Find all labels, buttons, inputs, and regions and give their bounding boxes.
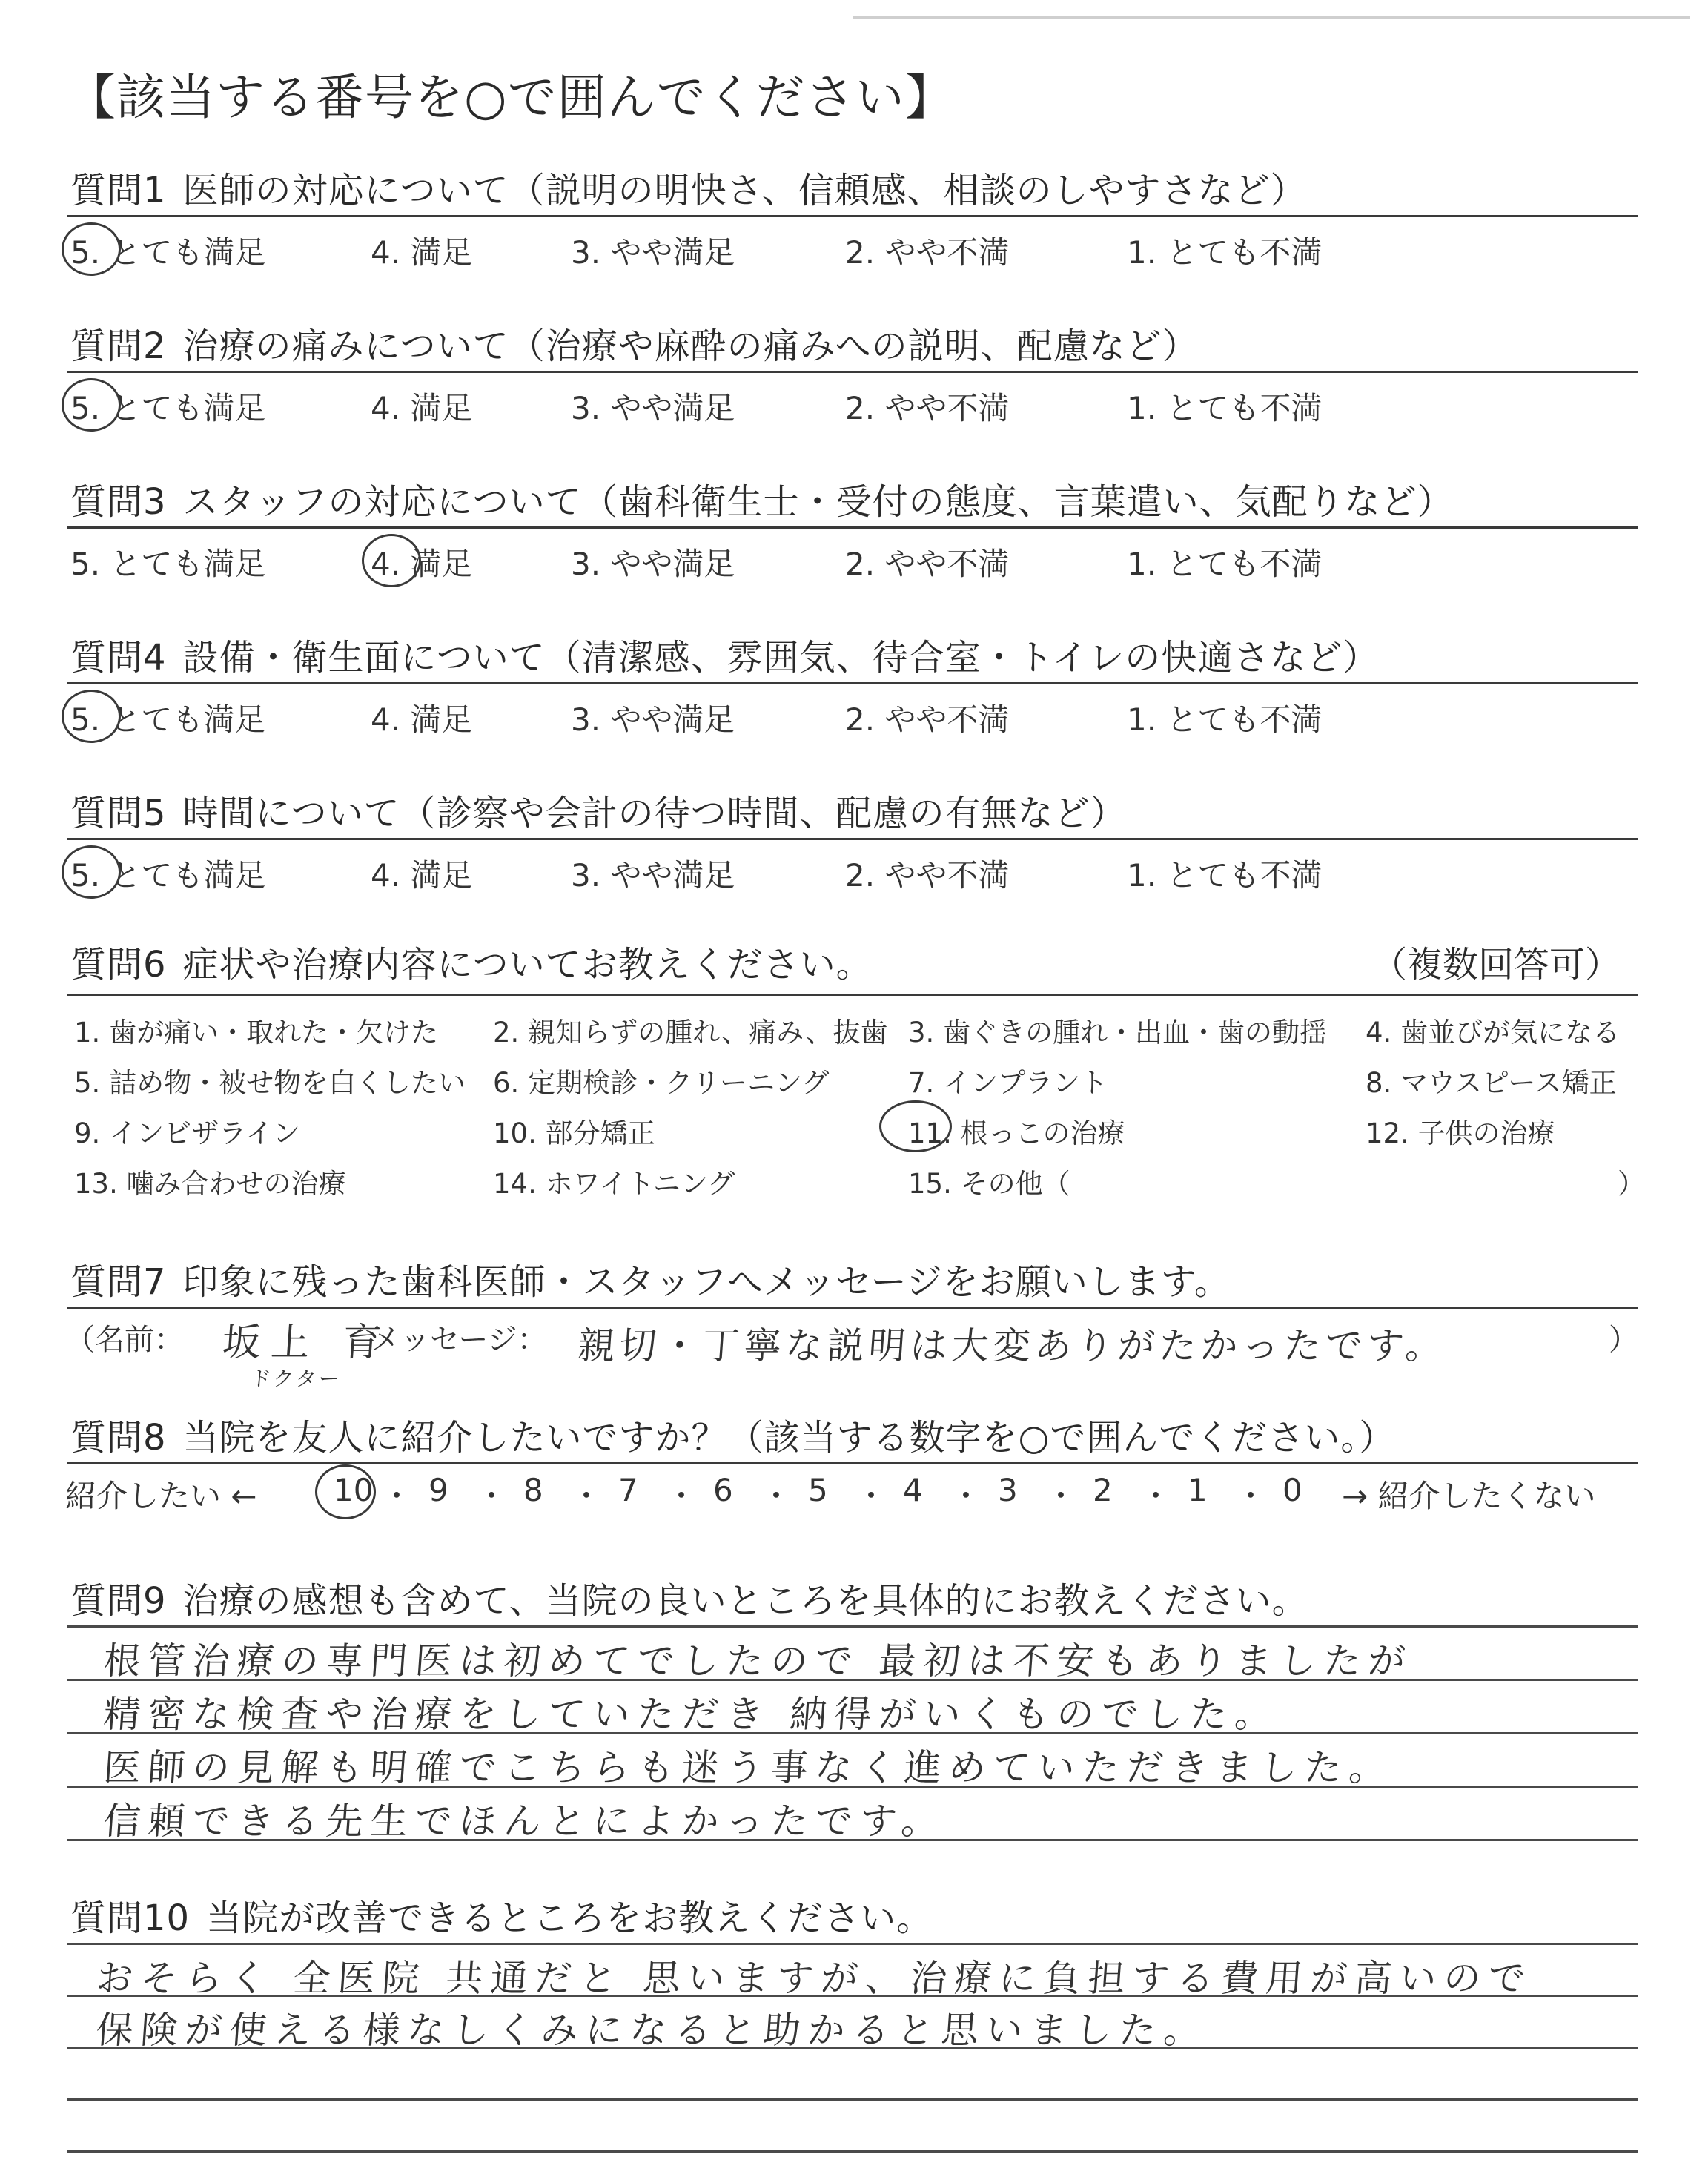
q1-option-3[interactable]: 3. やや満足 <box>571 234 735 271</box>
q4-text: 設備・衛生面について（清潔感、雰囲気、待合室・トイレの快適さなど） <box>182 637 1380 678</box>
q2-option-1[interactable]: 1. とても不満 <box>1127 390 1323 426</box>
q1-option-1[interactable]: 1. とても不満 <box>1127 234 1323 271</box>
q2-option-3[interactable]: 3. やや満足 <box>571 390 735 426</box>
q6-choice-13[interactable]: 13. 噛み合わせの治療 <box>74 1168 346 1200</box>
q6-selected-circle <box>879 1100 952 1152</box>
q10-heading <box>70 1889 933 1941</box>
q4-selected-circle <box>62 690 121 743</box>
q9-heading <box>70 1572 1308 1623</box>
q10-line <box>67 2098 1638 2101</box>
q3-option-2[interactable]: 2. やや不満 <box>845 546 1010 582</box>
q5-option-2[interactable]: 2. やや不満 <box>845 857 1010 894</box>
q3-text: スタッフの対応について（歯科衛生士・受付の態度、言葉遣い、気配りなど） <box>182 481 1454 523</box>
q7-heading <box>70 1253 1231 1304</box>
q6-choice-7[interactable]: 7. インプラント <box>908 1067 1108 1099</box>
q8-scale-dot: ・ <box>950 1478 982 1514</box>
q3-option-3[interactable]: 3. やや満足 <box>571 546 735 582</box>
q6-choice-4[interactable]: 4. 歯並びが気になる <box>1366 1017 1621 1048</box>
q9-answer-line-3: 医師の見解も明確でこちらも迷う事なく進めていただきました。 <box>102 1746 1395 1789</box>
q10-answer-line-2: 保険が使える様なしくみになると助かると思いました。 <box>94 2009 1210 2052</box>
q5-option-3[interactable]: 3. やや満足 <box>571 857 735 894</box>
q6-note: （複数回答可） <box>1371 944 1621 985</box>
q1-text: 医師の対応について（説明の明快さ、信頼感、相談のしやすさなど） <box>182 170 1307 211</box>
q9-answer-line-1: 根管治療の専門医は初めてでしたので 最初は不安もありましたが <box>102 1639 1414 1682</box>
q4-option-4[interactable]: 4. 満足 <box>371 701 473 738</box>
q6-choice-5[interactable]: 5. 詰め物・被せ物を白くしたい <box>74 1067 466 1099</box>
q6-choice-14[interactable]: 14. ホワイトニング <box>493 1168 735 1200</box>
q8-scale-1[interactable]: 1 <box>1188 1472 1208 1508</box>
q4-option-2[interactable]: 2. やや不満 <box>845 701 1010 738</box>
q6-heading <box>70 936 873 987</box>
q1-rule <box>67 215 1638 217</box>
q10-line <box>67 2150 1638 2153</box>
q4-option-1[interactable]: 1. とても不満 <box>1127 701 1323 738</box>
q5-option-4[interactable]: 4. 満足 <box>371 857 473 894</box>
q6-choice-10[interactable]: 10. 部分矯正 <box>493 1117 655 1149</box>
q7-name-value: 坂上 育 <box>220 1321 394 1365</box>
q4-rule <box>67 682 1638 684</box>
q8-scale-dot: ・ <box>1045 1478 1077 1514</box>
q8-scale-dot: ・ <box>476 1478 508 1514</box>
q6-text: 症状や治療内容についてお教えください。 <box>182 944 873 985</box>
q8-selected-circle <box>315 1464 376 1519</box>
q2-option-2[interactable]: 2. やや不満 <box>845 390 1010 426</box>
q7-close: ） <box>1609 1323 1638 1357</box>
q1-selected-circle <box>62 222 121 276</box>
q8-scale-dot: ・ <box>855 1478 887 1514</box>
q8-scale-dot: ・ <box>1235 1478 1267 1514</box>
q4-option-3[interactable]: 3. やや満足 <box>571 701 735 738</box>
q8-scale-2[interactable]: 2 <box>1093 1472 1113 1508</box>
q5-option-1[interactable]: 1. とても不満 <box>1127 857 1323 894</box>
q3-selected-circle <box>362 534 421 587</box>
q5-option-5[interactable]: 5. とても満足 <box>70 857 266 894</box>
q6-choice-15[interactable]: 15. その他（ <box>908 1168 1070 1200</box>
q5-number: 質問5 <box>70 793 167 834</box>
q3-option-1[interactable]: 1. とても不満 <box>1127 546 1323 582</box>
q8-scale-dot: ・ <box>571 1478 603 1514</box>
scan-top-edge <box>853 16 1690 19</box>
q3-option-4[interactable]: 4. 満足 <box>371 546 473 582</box>
q10-line <box>67 1943 1638 1945</box>
q8-scale-5[interactable]: 5 <box>808 1472 828 1508</box>
q2-rule <box>67 371 1638 373</box>
q7-message-value: 親切・丁寧な説明は大変ありがたかったです。 <box>576 1324 1449 1367</box>
q6-choice-16[interactable]: ） <box>1618 1168 1645 1200</box>
q8-scale-3[interactable]: 3 <box>998 1472 1018 1508</box>
q10-answer-line-1: おそらく 全医院 共通だと 思いますが、治療に負担する費用が高いので <box>94 1957 1535 2000</box>
q9-text: 治療の感想も含めて、当院の良いところを具体的にお教えください。 <box>182 1580 1308 1622</box>
q4-heading <box>70 629 1379 680</box>
q5-selected-circle <box>62 845 121 899</box>
q3-heading <box>70 473 1454 524</box>
q5-heading <box>70 785 1127 836</box>
q8-left-label: 紹介したい ← <box>65 1478 257 1514</box>
page-title: 【該当する番号を○で囲んでください】 <box>67 69 955 126</box>
q6-choice-1[interactable]: 1. 歯が痛い・取れた・欠けた <box>74 1017 439 1048</box>
q10-text: 当院が改善できるところをお教えください。 <box>206 1898 933 1939</box>
q8-scale-7[interactable]: 7 <box>618 1472 638 1508</box>
q3-rule <box>67 526 1638 529</box>
q8-text: 当院を友人に紹介したいですか？（該当する数字を○で囲んでください。） <box>182 1417 1396 1459</box>
q8-scale-9[interactable]: 9 <box>428 1472 448 1508</box>
q6-choice-11[interactable]: 11. 根っこの治療 <box>908 1117 1125 1149</box>
q10-number: 質問10 <box>70 1898 191 1939</box>
q1-option-5[interactable]: 5. とても満足 <box>70 234 266 271</box>
q8-scale-dot: ・ <box>381 1478 413 1514</box>
q2-option-4[interactable]: 4. 満足 <box>371 390 473 426</box>
q7-name-label: （名前： <box>65 1323 184 1357</box>
q1-heading <box>70 162 1307 213</box>
q8-scale-4[interactable]: 4 <box>903 1472 923 1508</box>
q1-option-4[interactable]: 4. 満足 <box>371 234 473 271</box>
q6-choice-3[interactable]: 3. 歯ぐきの腫れ・出血・歯の動揺 <box>908 1017 1328 1048</box>
q1-number: 質問1 <box>70 170 167 211</box>
q6-choice-6[interactable]: 6. 定期検診・クリーニング <box>493 1067 830 1099</box>
q2-option-5[interactable]: 5. とても満足 <box>70 390 266 426</box>
q6-choice-9[interactable]: 9. インビザライン <box>74 1117 300 1149</box>
q8-scale-dot: ・ <box>761 1478 792 1514</box>
q1-option-2[interactable]: 2. やや不満 <box>845 234 1010 271</box>
q5-text: 時間について（診察や会計の待つ時間、配慮の有無など） <box>182 793 1127 834</box>
q6-choice-12[interactable]: 12. 子供の治療 <box>1366 1117 1555 1149</box>
q2-text: 治療の痛みについて（治療や麻酔の痛みへの説明、配慮など） <box>182 326 1199 367</box>
q7-rule <box>67 1307 1638 1309</box>
q9-answer-line-2: 精密な検査や治療をしていただき 納得がいくものでした。 <box>102 1693 1281 1736</box>
q9-number: 質問9 <box>70 1580 167 1622</box>
q5-rule <box>67 838 1638 840</box>
q8-scale-dot: ・ <box>1140 1478 1172 1514</box>
q7-text: 印象に残った歯科医師・スタッフへメッセージをお願いします。 <box>182 1261 1231 1303</box>
q6-rule <box>67 994 1638 996</box>
q2-number: 質問2 <box>70 326 167 367</box>
q7-number: 質問7 <box>70 1261 167 1303</box>
q8-heading <box>70 1409 1395 1460</box>
q6-choice-8[interactable]: 8. マウスピース矯正 <box>1366 1067 1617 1099</box>
q8-right-label: → 紹介したくない <box>1342 1478 1596 1514</box>
q6-number: 質問6 <box>70 944 167 985</box>
q4-option-5[interactable]: 5. とても満足 <box>70 701 266 738</box>
q8-scale-10[interactable]: 10 <box>334 1472 374 1508</box>
q8-scale-8[interactable]: 8 <box>523 1472 543 1508</box>
q3-option-5[interactable]: 5. とても満足 <box>70 546 266 582</box>
q8-scale-dot: ・ <box>666 1478 698 1514</box>
q2-selected-circle <box>62 378 121 432</box>
q8-rule <box>67 1462 1638 1464</box>
q3-number: 質問3 <box>70 481 167 523</box>
q7-name-note: ドクター <box>249 1367 342 1391</box>
q8-scale-0[interactable]: 0 <box>1282 1472 1302 1508</box>
q8-scale-6[interactable]: 6 <box>713 1472 733 1508</box>
q8-number: 質問8 <box>70 1417 167 1459</box>
q9-line <box>67 1625 1638 1628</box>
q7-message-label: メッセージ： <box>371 1323 547 1357</box>
q2-heading <box>70 317 1199 369</box>
q6-choice-2[interactable]: 2. 親知らずの腫れ、痛み、抜歯 <box>493 1017 888 1048</box>
q4-number: 質問4 <box>70 637 167 678</box>
q9-answer-line-4: 信頼できる先生でほんとによかったです。 <box>102 1800 947 1843</box>
